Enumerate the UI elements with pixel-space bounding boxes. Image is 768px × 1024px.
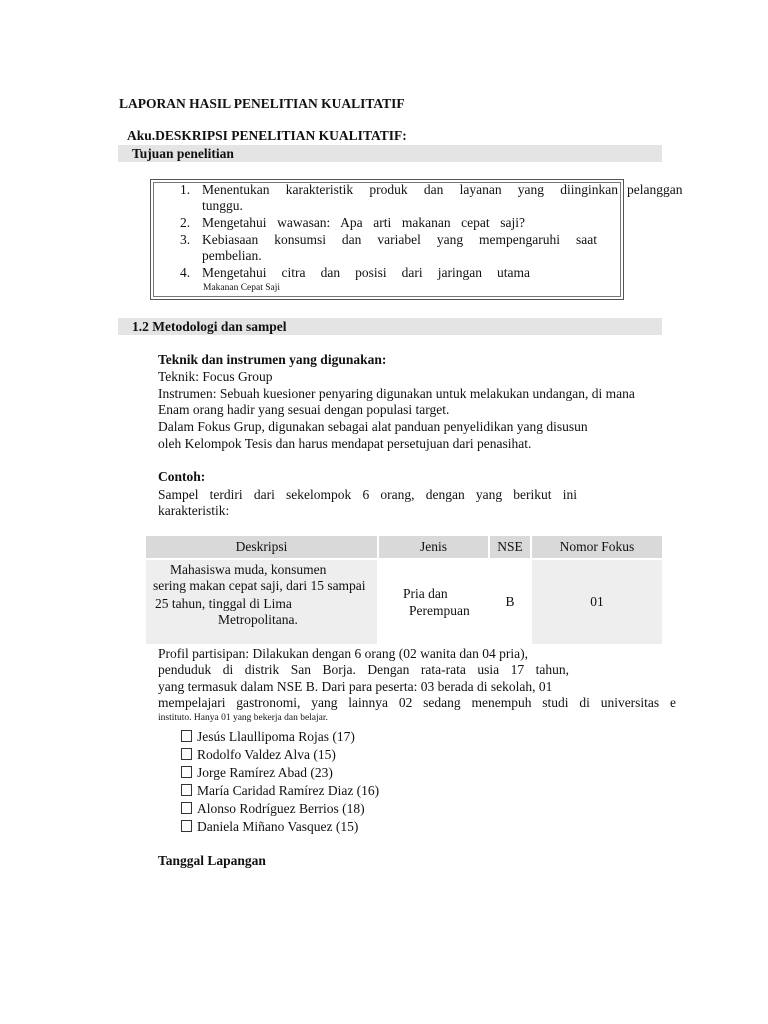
instrument-line: Dalam Fokus Grup, digunakan sebagai alat panduan penyelidikan yang disusun (158, 419, 588, 434)
document-title: LAPORAN HASIL PENELITIAN KUALITATIF (119, 96, 405, 111)
list-item: Rodolfo Valdez Alva (15) (181, 747, 336, 763)
objective-text: Kebiasaan konsumsi dan variabel yang mempengaruhi saat (202, 232, 597, 247)
checkbox-icon (181, 784, 192, 796)
objective-text-cont: pembelian. (202, 248, 262, 263)
list-item: Alonso Rodríguez Berrios (18) (181, 801, 365, 817)
table-cell-nse: B (490, 560, 530, 644)
checkbox-icon (181, 766, 192, 778)
objective-text-cont: Makanan Cepat Saji (203, 283, 281, 293)
cell-text-line: Perempuan (409, 603, 470, 618)
checkbox-icon (181, 802, 192, 814)
profile-line: yang termasuk dalam NSE B. Dari para peserta: 03 berada di sekolah, 01 (158, 679, 553, 694)
list-item: Jorge Ramírez Abad (23) (181, 765, 333, 781)
list-item: Daniela Miñano Vasquez (15) (181, 819, 358, 835)
list-item: María Caridad Ramírez Diaz (16) (181, 783, 379, 799)
subsection-heading-methodology: 1.2 Metodologi dan sampel (132, 319, 287, 334)
list-item: Jesús Llaullipoma Rojas (17) (181, 729, 355, 745)
cell-text-line: sering makan cepat saji, dari 15 sampai (153, 578, 366, 593)
profile-small-line: instituto. Hanya 01 yang bekerja dan belajar. (158, 713, 328, 723)
instrument-line: Enam orang hadir yang sesuai dengan populasi target. (158, 402, 450, 417)
checkbox-icon (181, 820, 192, 832)
objective-overflow-text: pelanggan (627, 182, 683, 197)
cell-text-line: Pria dan (403, 586, 448, 601)
profile-line: Profil partisipan: Dilakukan dengan 6 orang (02 wanita dan 04 pria), (158, 646, 529, 661)
profile-line: mempelajari gastronomi, yang lainnya 02 sedang menempuh studi di universitas e (158, 695, 676, 710)
objective-text: Mengetahui wawasan: Apa arti makanan cepat saji? (202, 215, 525, 230)
table-cell-jenis (379, 560, 488, 644)
example-line: Sampel terdiri dari sekelompok 6 orang, dengan yang berikut ini (158, 487, 577, 502)
section-heading: Aku.DESKRIPSI PENELITIAN KUALITATIF: (127, 128, 407, 143)
example-line: karakteristik: (158, 503, 230, 518)
table-header-nomor-fokus: Nomor Fokus (532, 536, 662, 558)
table-header-nse: NSE (490, 536, 530, 558)
table-cell-deskripsi (146, 560, 377, 644)
instrument-line: oleh Kelompok Tesis dan harus mendapat persetujuan dari penasihat. (158, 436, 532, 451)
profile-line: penduduk di distrik San Borja. Dengan rata-rata usia 17 tahun, (158, 662, 569, 677)
objective-text: Menentukan karakteristik produk dan layanan yang diinginkan (202, 182, 618, 197)
technique-heading: Teknik dan instrumen yang digunakan: (158, 352, 387, 367)
field-date-heading: Tanggal Lapangan (158, 853, 266, 868)
objective-text-cont: tunggu. (202, 198, 243, 213)
subsection-heading-objectives: Tujuan penelitian (132, 146, 234, 161)
cell-text-line: 25 tahun, tinggal di Lima (155, 596, 292, 611)
technique-text: Teknik: Focus Group (158, 369, 273, 384)
instrument-line: Instrumen: Sebuah kuesioner penyaring digunakan untuk melakukan undangan, di mana (158, 386, 635, 401)
objective-number: 4. (180, 265, 191, 280)
table-header-jenis: Jenis (379, 536, 488, 558)
table-cell-nomor-fokus: 01 (532, 560, 662, 644)
table-header-deskripsi: Deskripsi (146, 536, 377, 558)
cell-text-line: Metropolitana. (218, 612, 298, 627)
objective-number: 2. (180, 215, 191, 230)
example-heading: Contoh: (158, 469, 206, 484)
checkbox-icon (181, 730, 192, 742)
objective-text: Mengetahui citra dan posisi dari jaringan utama (202, 265, 530, 280)
objective-number: 3. (180, 232, 191, 247)
objective-number: 1. (180, 182, 191, 197)
cell-text-line: Mahasiswa muda, konsumen (170, 562, 327, 577)
checkbox-icon (181, 748, 192, 760)
